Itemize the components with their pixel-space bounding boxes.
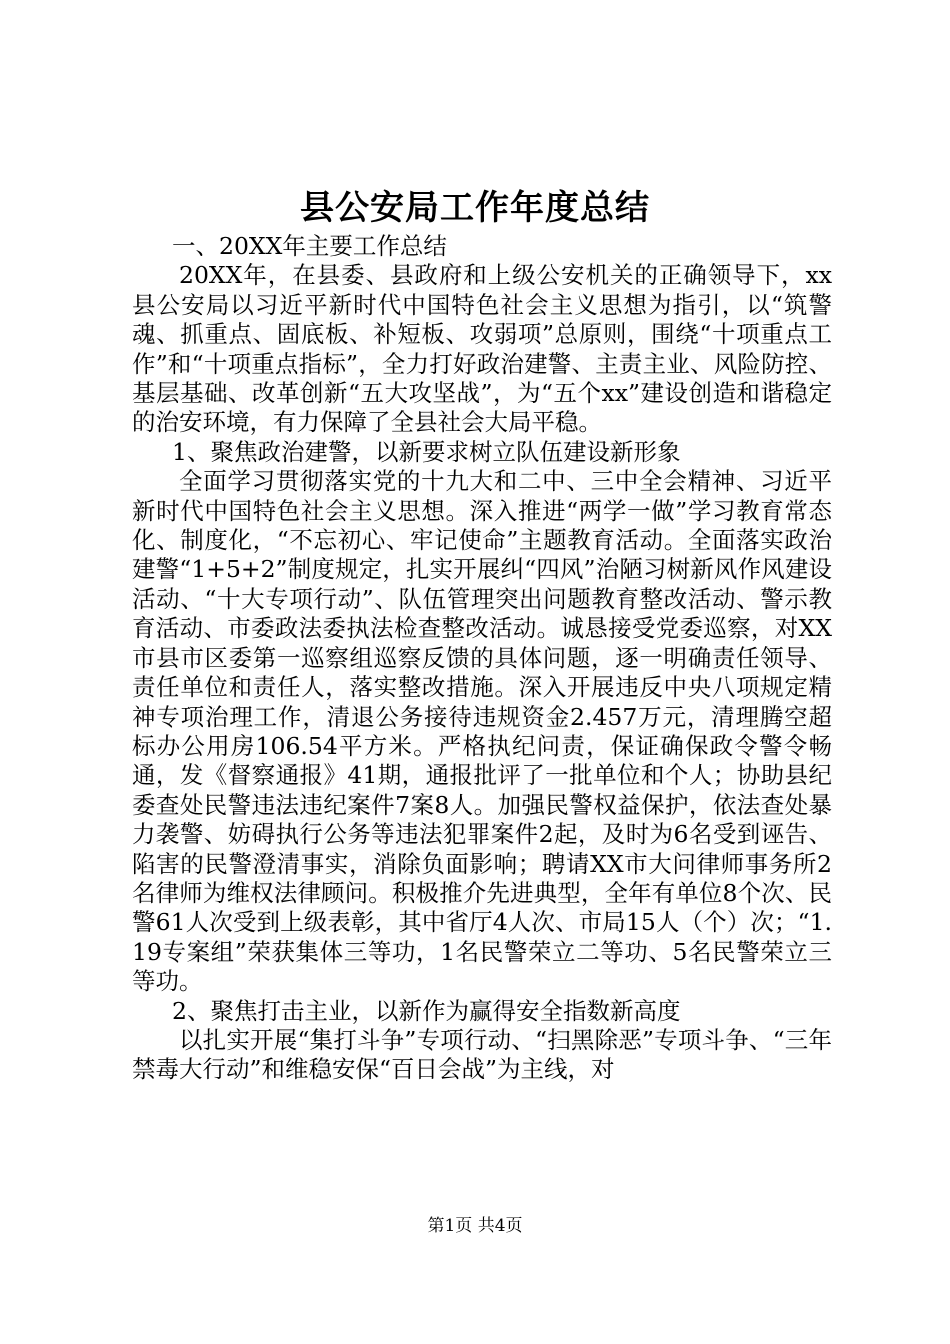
- document-title: 县公安局工作年度总结: [300, 188, 650, 228]
- section-heading: 1、聚焦政治建警，以新要求树立队伍建设新形象: [172, 437, 681, 466]
- section-heading: 2、聚焦打击主业，以新作为赢得安全指数新高度: [172, 996, 681, 1025]
- section-heading: 一、20XX年主要工作总结: [172, 232, 447, 260]
- body-paragraph: 全面学习贯彻落实党的十九大和二中、三中全会精神、习近平新时代中国特色社会主义思想。深入推进“两学一做”学习教育常态化、制度化，“不忘初心、牢记使命”主题教育活动。全面落实政治建警“1+5+2”制度规定，扎实开展纠“四风”治陋习树新风作风建设活动、“十大专项行动”、队伍管理突出问题教育整改活动、警示教育活动、市委政法委执法检查整改活动。诚恳接受党委巡察，对XX市县市区委第一巡察组巡察反馈的具体问题，逐一明确责任领导、责任单位和责任人，落实整改措施。深入开展违反中央八项规定精神专项治理工作，清退公务接待违规资金2.457万元，清理腾空超标办公用房106.54平方米。严格执纪问责，保证确保政令警令畅通，发《督察通报》41期，通报批评了一批单位和个人；协助县纪委查处民警违法违纪案件7案8人。加强民警权益保护，依法查处暴力袭警、妨碍执行公务等违法犯罪案件2起，及时为6名受到诬告、陷害的民警澄清事实，消除负面影响；聘请XX市大问律师事务所2名律师为维权法律顾问。积极推介先进典型，全年有单位8个次、民警61人次受到上级表彰，其中省厅4人次、市局15人（个）次；“1.19专案组”荣获集体三等功，1名民警荣立二等功、5名民警荣立三等功。: [132, 467, 832, 996]
- document-body: [132, 232, 832, 1085]
- body-paragraph: 20XX年，在县委、县政府和上级公安机关的正确领导下，xx县公安局以习近平新时代中国特色社会主义思想为指引，以“筑警魂、抓重点、固底板、补短板、攻弱项”总原则，围绕“十项重点工作”和“十项重点指标”，全力打好政治建警、主责主业、风险防控、基层基础、改革创新“五大攻坚战”，为“五个xx”建设创造和谐稳定的治安环境，有力保障了全县社会大局平稳。: [132, 261, 832, 437]
- body-paragraph: 以扎实开展“集打斗争”专项行动、“扫黑除恶”专项斗争、“三年禁毒大行动”和维稳安保“百日会战”为主线，对: [132, 1025, 832, 1084]
- page-number-footer: 第1页 共4页: [427, 1216, 523, 1236]
